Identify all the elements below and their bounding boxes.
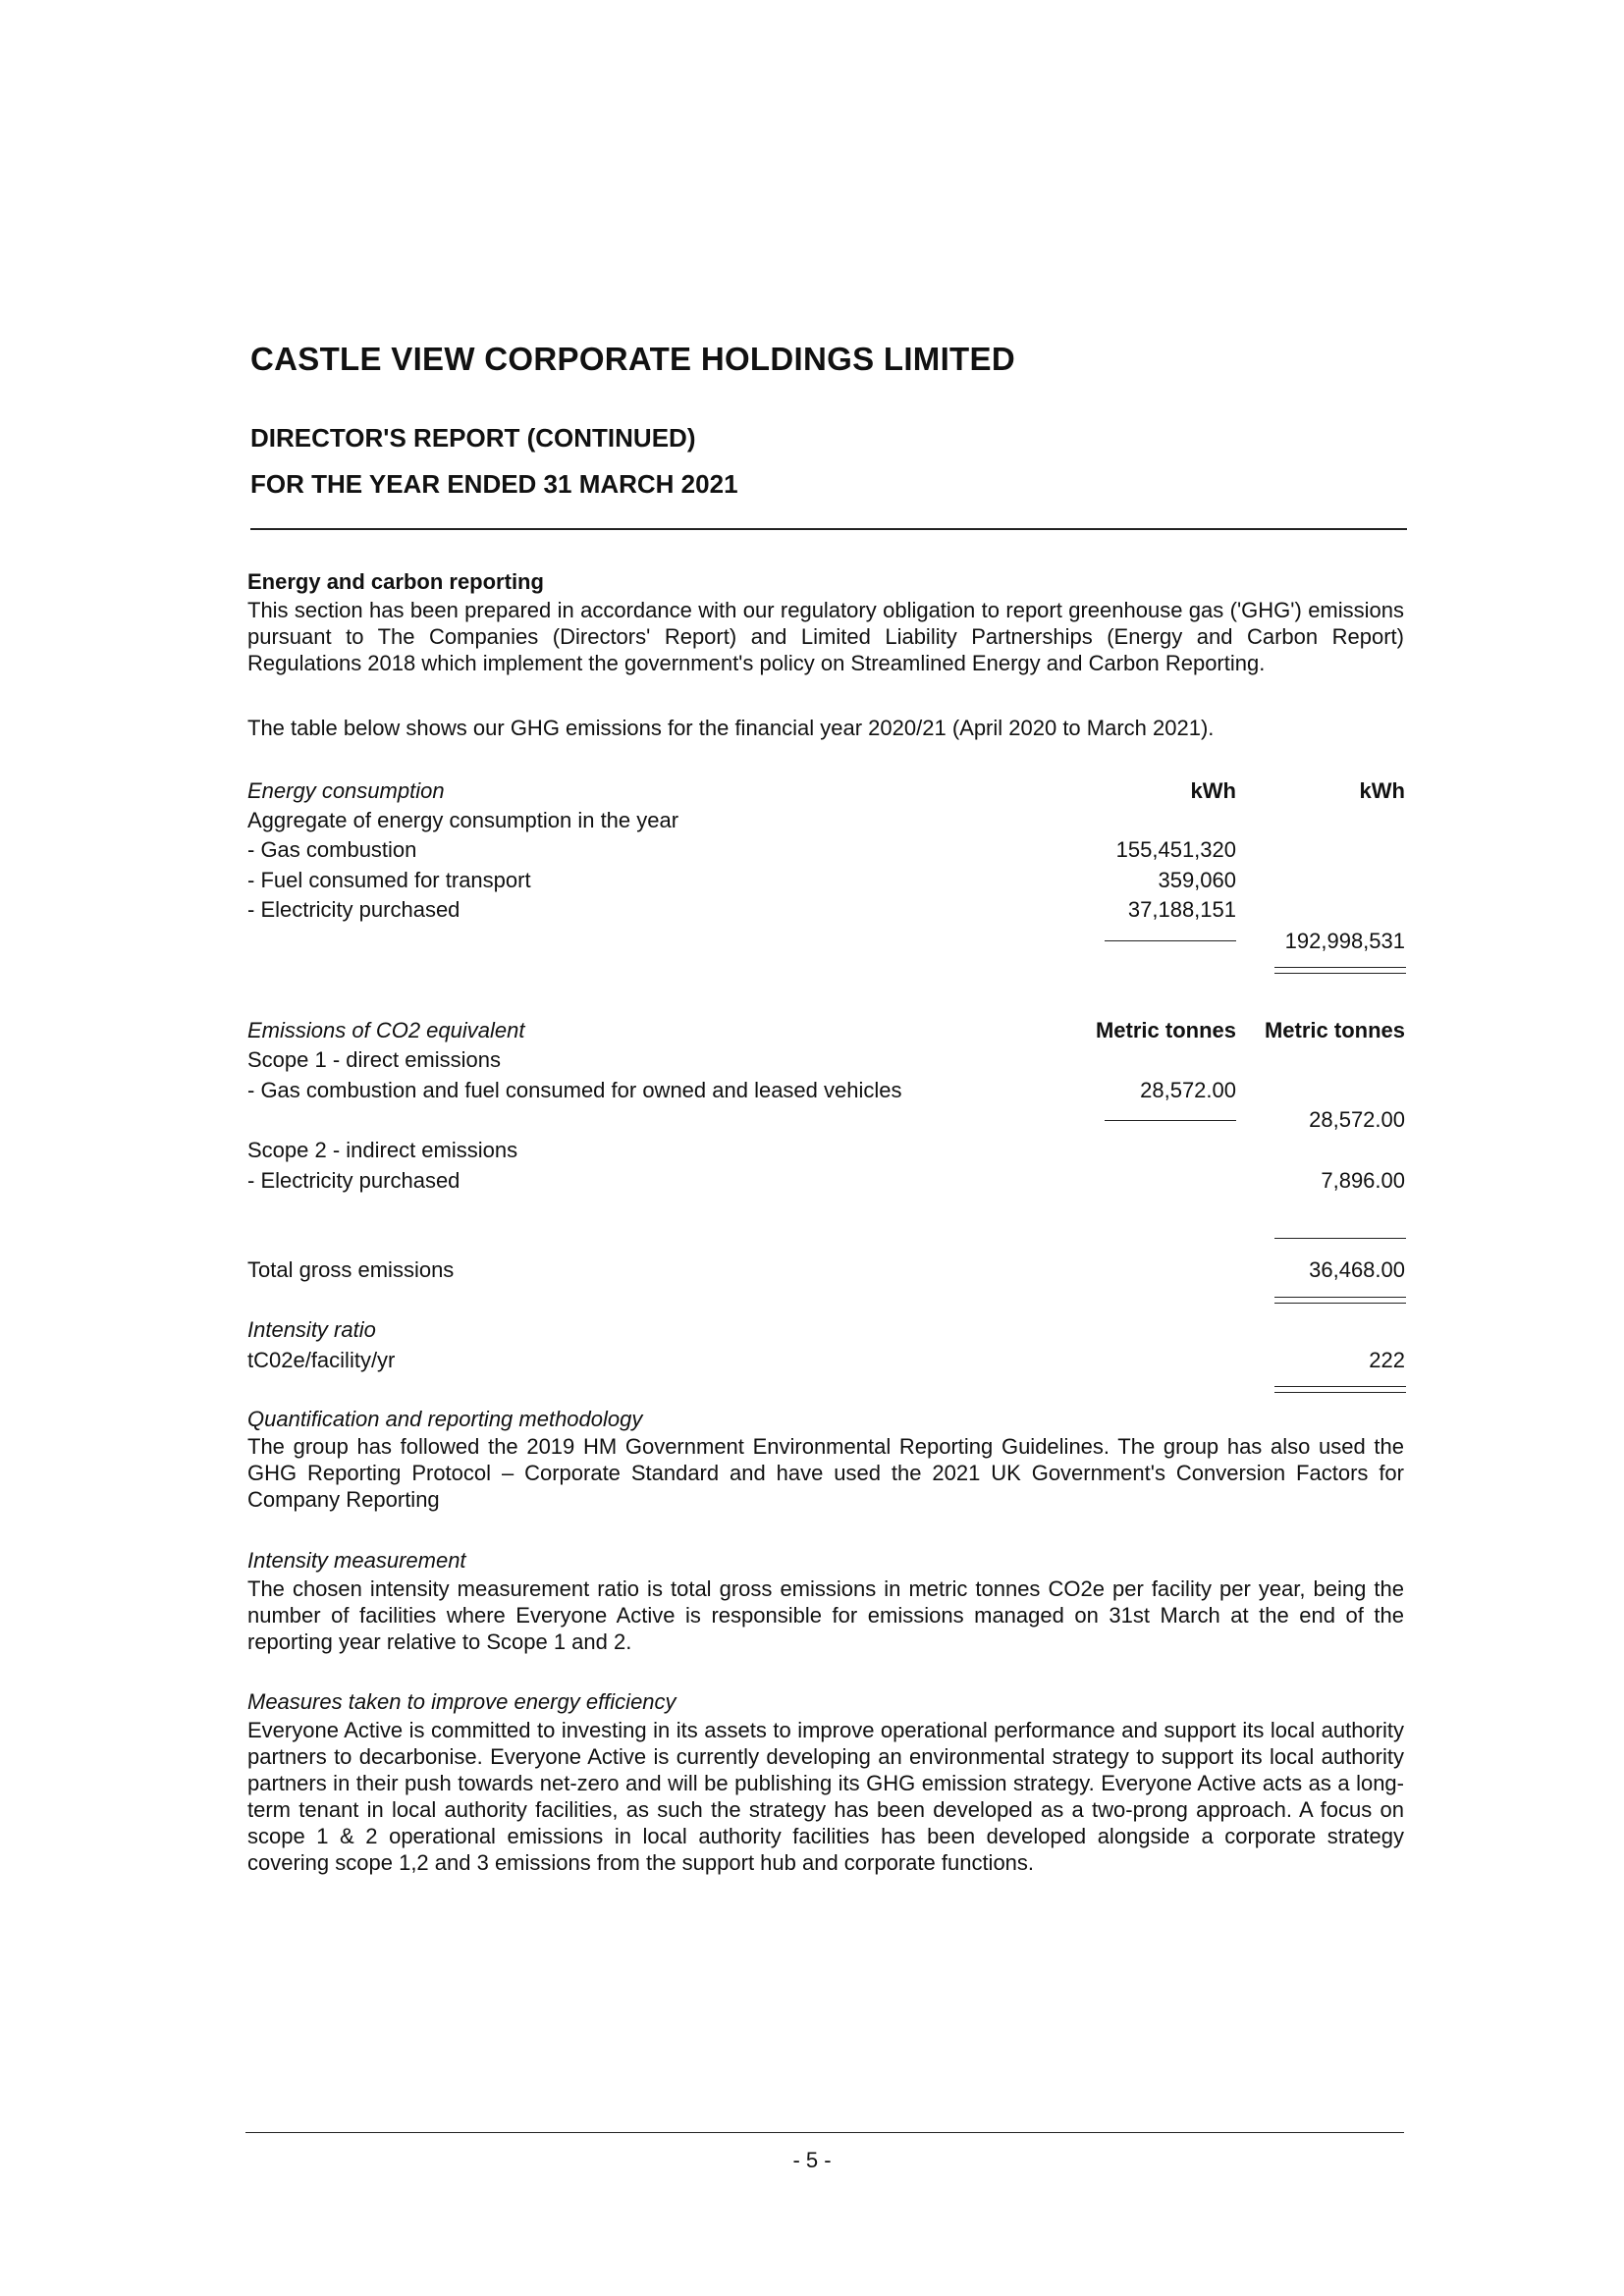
methodology-paragraph: The group has followed the 2019 HM Government Environmental Reporting Guidelines. The group has also used the GHG Reporting Protocol – Corporate Standard and have used the 2021 UK Government's Conversion Factors for Company Reporting — [247, 1434, 1404, 1512]
energy-row-label: - Electricity purchased — [247, 897, 460, 922]
scope1-total: 28,572.00 — [1309, 1107, 1405, 1132]
gross-total-double-rule — [1274, 1297, 1406, 1304]
intensity-measurement-paragraph: The chosen intensity measurement ratio is total gross emissions in metric tonnes CO2e per facility per year, being the number of facilities where Everyone Active is responsible for emissions managed on 31st March at the end of the reporting year relative to Scope 1 and 2. — [247, 1576, 1404, 1654]
scope2-label: Scope 2 - indirect emissions — [247, 1138, 518, 1162]
emissions-col2-header: Metric tonnes — [1264, 1018, 1405, 1042]
gross-subtotal-rule — [1274, 1238, 1406, 1239]
measures-paragraph: Everyone Active is committed to investing in its assets to improve operational performance and support its local authority partners to decarbonise. Everyone Active is currently developing an environmental strategy to support its local authority partners in their push towards net-zero and will be publishing its GHG emission strategy. Everyone Active acts as a long-term tenant in local authority facilities, as such the strategy has been developed as a two-prong approach. A focus on scope 1 & 2 operational emissions in local authority facilities has been developed alongside a corporate strategy covering scope 1,2 and 3 emissions from the support hub and corporate functions. — [247, 1718, 1404, 1875]
energy-aggregate-label: Aggregate of energy consumption in the year — [247, 808, 679, 832]
energy-total-value: 192,998,531 — [1284, 929, 1405, 953]
energy-row-value: 37,188,151 — [1127, 897, 1236, 922]
page-number: - 5 - — [792, 2148, 832, 2172]
energy-subtotal-rule — [1105, 940, 1236, 941]
energy-row-value: 359,060 — [1158, 868, 1236, 892]
energy-row-label: - Fuel consumed for transport — [247, 868, 531, 892]
energy-col2-header: kWh — [1359, 778, 1405, 803]
energy-col1-header: kWh — [1190, 778, 1236, 803]
energy-table-title: Energy consumption — [247, 778, 445, 803]
gross-emissions-label: Total gross emissions — [247, 1257, 455, 1282]
section-heading-energy-carbon: Energy and carbon reporting — [247, 569, 544, 594]
intensity-ratio-label: tC02e/facility/yr — [247, 1348, 396, 1372]
intensity-ratio-title: Intensity ratio — [247, 1317, 376, 1342]
scope2-total: 7,896.00 — [1321, 1168, 1405, 1193]
energy-row-label: - Gas combustion — [247, 837, 417, 862]
intro-paragraph: This section has been prepared in accordance with our regulatory obligation to report greenhouse gas ('GHG') emissions pursuant to The Companies (Directors' Report) and Limited Liability Partnerships (Energy and Carbon Report) Regulations 2018 which implement the government's policy on Streamlined Energy and Carbon Reporting. — [247, 598, 1404, 675]
table-intro-paragraph: The table below shows our GHG emissions for the financial year 2020/21 (April 2020 to March 2021). — [247, 716, 1215, 740]
report-period: FOR THE YEAR ENDED 31 MARCH 2021 — [250, 469, 738, 499]
energy-total-double-rule — [1274, 967, 1406, 974]
scope1-subtotal-rule — [1105, 1120, 1236, 1121]
footer-divider — [245, 2132, 1404, 2133]
emissions-col1-header: Metric tonnes — [1095, 1018, 1236, 1042]
scope1-row-label: - Gas combustion and fuel consumed for owned and leased vehicles — [247, 1078, 902, 1102]
scope1-label: Scope 1 - direct emissions — [247, 1047, 501, 1072]
measures-title: Measures taken to improve energy efficiency — [247, 1689, 677, 1714]
emissions-table-title: Emissions of CO2 equivalent — [247, 1018, 525, 1042]
energy-row-value: 155,451,320 — [1115, 837, 1236, 862]
intensity-ratio-value: 222 — [1369, 1348, 1405, 1372]
methodology-title: Quantification and reporting methodology — [247, 1407, 643, 1431]
report-title: DIRECTOR'S REPORT (CONTINUED) — [250, 423, 696, 453]
header-divider — [250, 528, 1407, 530]
company-name: CASTLE VIEW CORPORATE HOLDINGS LIMITED — [250, 341, 1015, 377]
gross-emissions-total: 36,468.00 — [1309, 1257, 1405, 1282]
intensity-double-rule — [1274, 1386, 1406, 1393]
intensity-measurement-title: Intensity measurement — [247, 1548, 466, 1573]
scope1-value: 28,572.00 — [1140, 1078, 1236, 1102]
scope2-row-label: - Electricity purchased — [247, 1168, 460, 1193]
